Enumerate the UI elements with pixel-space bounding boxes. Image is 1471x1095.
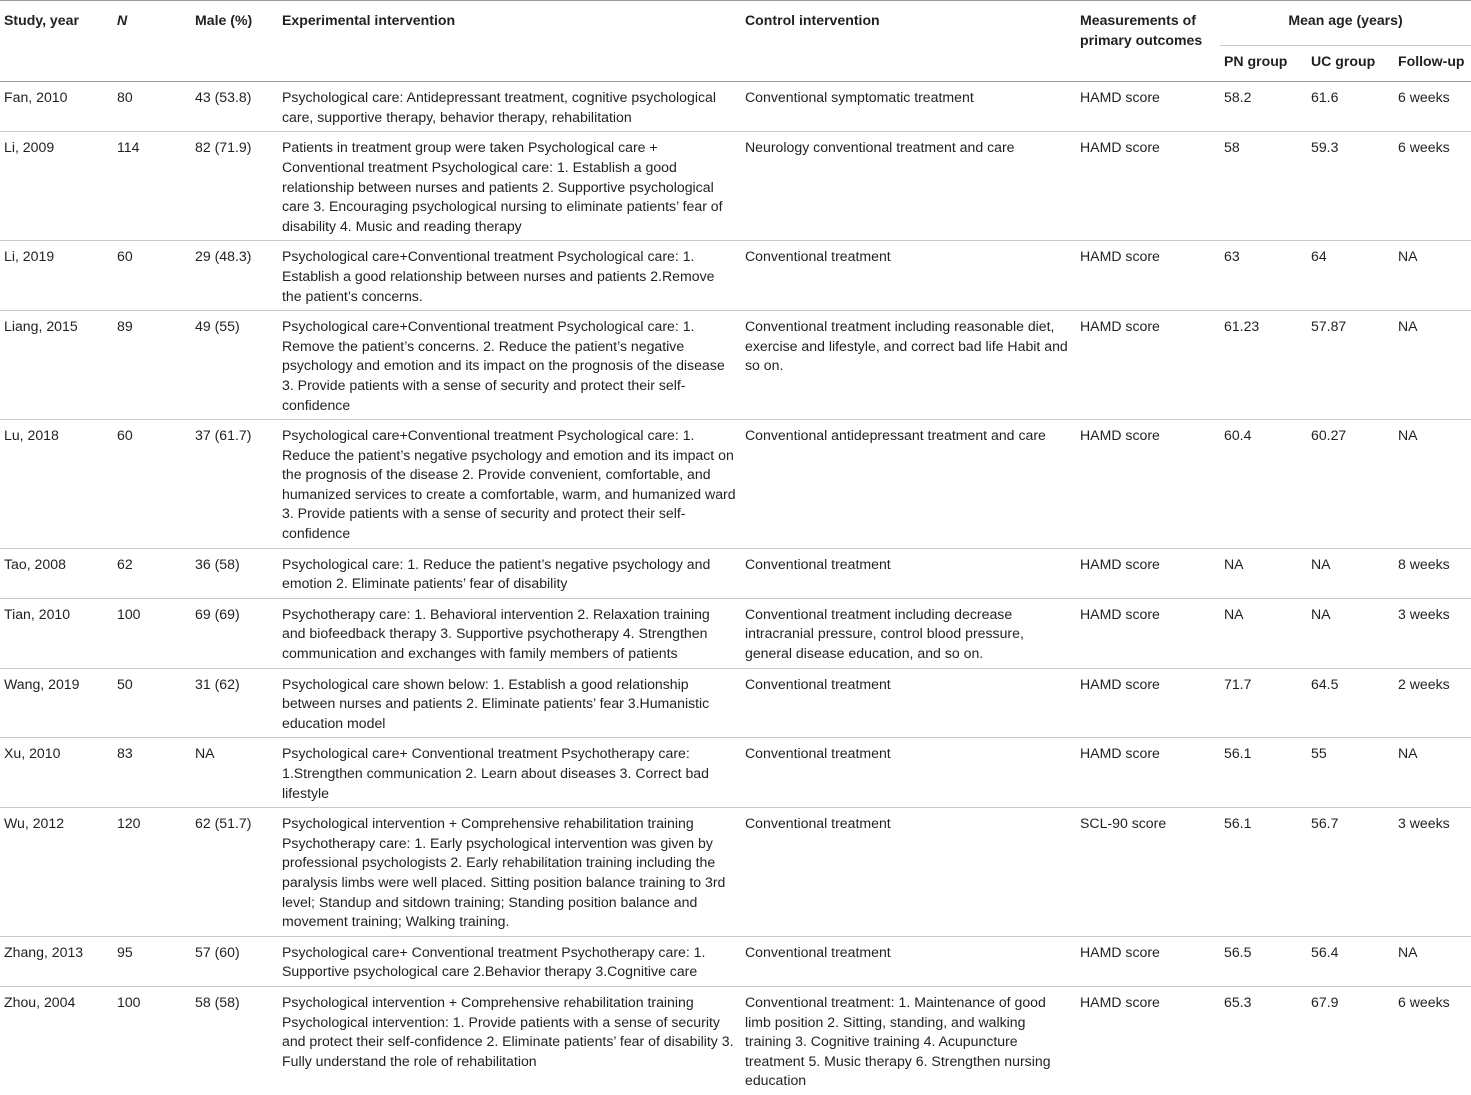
cell-control: Conventional treatment including reasonable diet, exercise and lifestyle, and correct bad life Habit and so on. <box>745 318 1068 374</box>
cell-male: 62 (51.7) <box>195 815 252 832</box>
cell-measurement: HAMD score <box>1080 318 1160 335</box>
cell-follow-up: 3 weeks <box>1398 815 1450 832</box>
cell-uc-age: 64 <box>1311 248 1327 265</box>
cell-uc-age: 56.4 <box>1311 943 1339 960</box>
cell-study: Tian, 2010 <box>4 605 71 622</box>
table-row <box>0 808 1471 937</box>
table-row <box>0 548 1471 598</box>
cell-n: 114 <box>117 139 140 156</box>
cell-pn-age: 61.23 <box>1224 318 1260 335</box>
cell-pn-age: 63 <box>1224 248 1240 265</box>
table-row <box>0 241 1471 311</box>
cell-male: 82 (71.9) <box>195 139 252 156</box>
cell-measurement: HAMD score <box>1080 427 1160 444</box>
cell-n: 60 <box>117 427 133 444</box>
cell-study: Fan, 2010 <box>4 89 68 106</box>
cell-control: Conventional treatment <box>745 815 891 832</box>
table-row <box>0 420 1471 549</box>
cell-study: Wang, 2019 <box>4 675 80 692</box>
header-measurements: Measurements of primary outcomes <box>1076 1 1220 82</box>
cell-pn-age: 56.5 <box>1224 943 1252 960</box>
cell-pn-age: 58 <box>1224 139 1240 156</box>
table-row <box>0 936 1471 986</box>
cell-pn-age: 58.2 <box>1224 89 1252 106</box>
cell-male: 69 (69) <box>195 605 240 622</box>
header-uc-group: UC group <box>1307 45 1394 82</box>
cell-experimental: Psychological care+ Conventional treatment Psychotherapy care: 1.Strengthen communication 2. Learn about diseases 3. Correct bad lifestyle <box>282 745 709 801</box>
cell-follow-up: NA <box>1398 427 1418 444</box>
cell-follow-up: 8 weeks <box>1398 555 1450 572</box>
table-row <box>0 598 1471 668</box>
cell-male: 37 (61.7) <box>195 427 252 444</box>
header-mean-age: Mean age (years) <box>1220 1 1471 46</box>
cell-control: Conventional treatment <box>745 675 891 692</box>
cell-pn-age: NA <box>1224 555 1244 572</box>
table-row <box>0 986 1471 1094</box>
cell-follow-up: NA <box>1398 248 1418 265</box>
cell-pn-age: 71.7 <box>1224 675 1252 692</box>
cell-experimental: Psychological care+Conventional treatment Psychological care: 1. Establish a good relationship between nurses and patients 2.Remove the patient’s concerns. <box>282 248 715 304</box>
cell-male: 57 (60) <box>195 943 240 960</box>
table-header <box>0 1 1471 82</box>
cell-study: Xu, 2010 <box>4 745 61 762</box>
cell-experimental: Psychological care+Conventional treatment Psychological care: 1. Reduce the patient’s negative psychology and emotion and its impact on the prognosis of the disease 2. Provide convenient, comfortable, and humanized services to create a comfortable, warm, and humanized ward 3. Provide patients with a sense of security and protect their self-confidence <box>282 427 736 542</box>
cell-experimental: Psychological care+Conventional treatment Psychological care: 1. Remove the patient’s concerns. 2. Reduce the patient’s negative psychology and emotion and its impact on the prognosis of the disease 3. Provide patients with a sense of security and protect their self-confidence <box>282 318 725 413</box>
cell-control: Conventional treatment including decrease intracranial pressure, control blood pressure, general disease education, and so on. <box>745 605 1024 662</box>
cell-uc-age: 57.87 <box>1311 318 1347 335</box>
cell-control: Conventional treatment <box>745 555 891 572</box>
cell-uc-age: 60.27 <box>1311 427 1347 444</box>
cell-pn-age: 60.4 <box>1224 427 1252 444</box>
cell-measurement: HAMD score <box>1080 993 1160 1010</box>
header-pn-group: PN group <box>1220 45 1307 82</box>
cell-control: Conventional antidepressant treatment and care <box>745 427 1046 444</box>
cell-measurement: HAMD score <box>1080 139 1160 156</box>
cell-male: 29 (48.3) <box>195 248 252 265</box>
cell-uc-age: NA <box>1311 555 1331 572</box>
cell-measurement: HAMD score <box>1080 605 1160 622</box>
header-follow-up: Follow-up <box>1394 45 1471 82</box>
cell-male: 49 (55) <box>195 318 240 335</box>
table-body <box>0 82 1471 1095</box>
cell-experimental: Psychological intervention + Comprehensive rehabilitation training Psychotherapy care: 1. Early psychological intervention was given by professional psychologists 2. Early rehabilitation training including the paralysis limbs were well placed. Sitting position balance training to 3rd level; Standup and sitdown training; Standing position balance and movement training; Walking training. <box>282 815 726 930</box>
cell-n: 120 <box>117 815 141 832</box>
cell-control: Conventional symptomatic treatment <box>745 89 974 106</box>
cell-n: 80 <box>117 89 133 106</box>
header-control: Control intervention <box>741 1 1076 82</box>
cell-study: Zhou, 2004 <box>4 993 76 1010</box>
cell-follow-up: 6 weeks <box>1398 139 1450 156</box>
table-row <box>0 738 1471 808</box>
cell-study: Liang, 2015 <box>4 318 78 335</box>
header-experimental: Experimental intervention <box>278 1 741 82</box>
cell-control: Conventional treatment <box>745 248 891 265</box>
cell-experimental: Patients in treatment group were taken Psychological care + Conventional treatment Psychological care: 1. Establish a good relationship between nurses and patients 2. Supportive psychological care 3. Encouraging psychological nursing to eliminate patients’ fear of disability 4. Music and reading therapy <box>282 139 723 234</box>
cell-measurement: HAMD score <box>1080 675 1160 692</box>
cell-n: 50 <box>117 675 133 692</box>
cell-follow-up: NA <box>1398 745 1418 762</box>
cell-uc-age: 55 <box>1311 745 1327 762</box>
cell-male: NA <box>195 745 215 762</box>
cell-uc-age: 64.5 <box>1311 675 1339 692</box>
cell-male: 31 (62) <box>195 675 240 692</box>
cell-n: 62 <box>117 555 133 572</box>
cell-pn-age: 56.1 <box>1224 815 1252 832</box>
cell-control: Neurology conventional treatment and care <box>745 139 1015 156</box>
cell-follow-up: NA <box>1398 943 1418 960</box>
cell-measurement: HAMD score <box>1080 943 1160 960</box>
table-row <box>0 132 1471 241</box>
table-row <box>0 668 1471 738</box>
cell-experimental: Psychological care: 1. Reduce the patient’s negative psychology and emotion 2. Eliminate patients’ fear of disability <box>282 555 711 592</box>
cell-follow-up: 6 weeks <box>1398 89 1450 106</box>
cell-male: 43 (53.8) <box>195 89 252 106</box>
cell-study: Tao, 2008 <box>4 555 66 572</box>
cell-follow-up: 2 weeks <box>1398 675 1450 692</box>
cell-measurement: HAMD score <box>1080 248 1160 265</box>
cell-uc-age: 67.9 <box>1311 993 1339 1010</box>
cell-study: Lu, 2018 <box>4 427 59 444</box>
cell-uc-age: 56.7 <box>1311 815 1339 832</box>
cell-n: 100 <box>117 605 141 622</box>
cell-experimental: Psychological care: Antidepressant treatment, cognitive psychological care, supportive therapy, behavior therapy, rehabilitation <box>282 89 717 125</box>
cell-experimental: Psychological care+ Conventional treatment Psychotherapy care: 1. Supportive psychological care 2.Behavior therapy 3.Cognitive care <box>282 943 706 980</box>
cell-control: Conventional treatment <box>745 943 891 960</box>
cell-follow-up: 6 weeks <box>1398 993 1450 1010</box>
cell-pn-age: 65.3 <box>1224 993 1252 1010</box>
cell-measurement: HAMD score <box>1080 745 1160 762</box>
cell-n: 95 <box>117 943 133 960</box>
cell-study: Zhang, 2013 <box>4 943 84 960</box>
cell-n: 83 <box>117 745 133 762</box>
cell-pn-age: NA <box>1224 605 1244 622</box>
cell-n: 60 <box>117 248 133 265</box>
cell-measurement: HAMD score <box>1080 89 1160 106</box>
header-n: N <box>113 1 191 82</box>
cell-n: 89 <box>117 318 133 335</box>
cell-control: Conventional treatment: 1. Maintenance of good limb position 2. Sitting, standing, and walking training 3. Cognitive training 4. Acupuncture treatment 5. Music therapy 6. Strengthen nursing education <box>745 993 1051 1089</box>
cell-follow-up: NA <box>1398 318 1418 335</box>
cell-follow-up: 3 weeks <box>1398 605 1450 622</box>
header-study: Study, year <box>0 1 113 82</box>
cell-uc-age: 61.6 <box>1311 89 1339 106</box>
cell-pn-age: 56.1 <box>1224 745 1252 762</box>
cell-uc-age: 59.3 <box>1311 139 1339 156</box>
cell-experimental: Psychotherapy care: 1. Behavioral intervention 2. Relaxation training and biofeedback therapy 3. Supportive psychotherapy 4. Strengthen communication and exchanges with family members of patients <box>282 605 710 662</box>
cell-uc-age: NA <box>1311 605 1331 622</box>
table-row <box>0 311 1471 420</box>
cell-study: Li, 2009 <box>4 139 55 156</box>
cell-male: 58 (58) <box>195 993 240 1010</box>
cell-control: Conventional treatment <box>745 745 891 762</box>
cell-measurement: SCL-90 score <box>1080 815 1167 832</box>
table-row <box>0 82 1471 132</box>
cell-n: 100 <box>117 993 141 1010</box>
cell-study: Li, 2019 <box>4 248 55 265</box>
cell-male: 36 (58) <box>195 555 240 572</box>
cell-measurement: HAMD score <box>1080 555 1160 572</box>
cell-experimental: Psychological intervention + Comprehensive rehabilitation training Psychological intervention: 1. Provide patients with a sense of security and protect their self-confidence 2. Eliminate patients’ fear of disability 3. Fully understand the role of rehabilitation <box>282 993 734 1069</box>
cell-study: Wu, 2012 <box>4 815 65 832</box>
header-male: Male (%) <box>191 1 278 82</box>
cell-experimental: Psychological care shown below: 1. Establish a good relationship between nurses and patients 2. Eliminate patients’ fear 3.Humanistic education model <box>282 675 710 731</box>
